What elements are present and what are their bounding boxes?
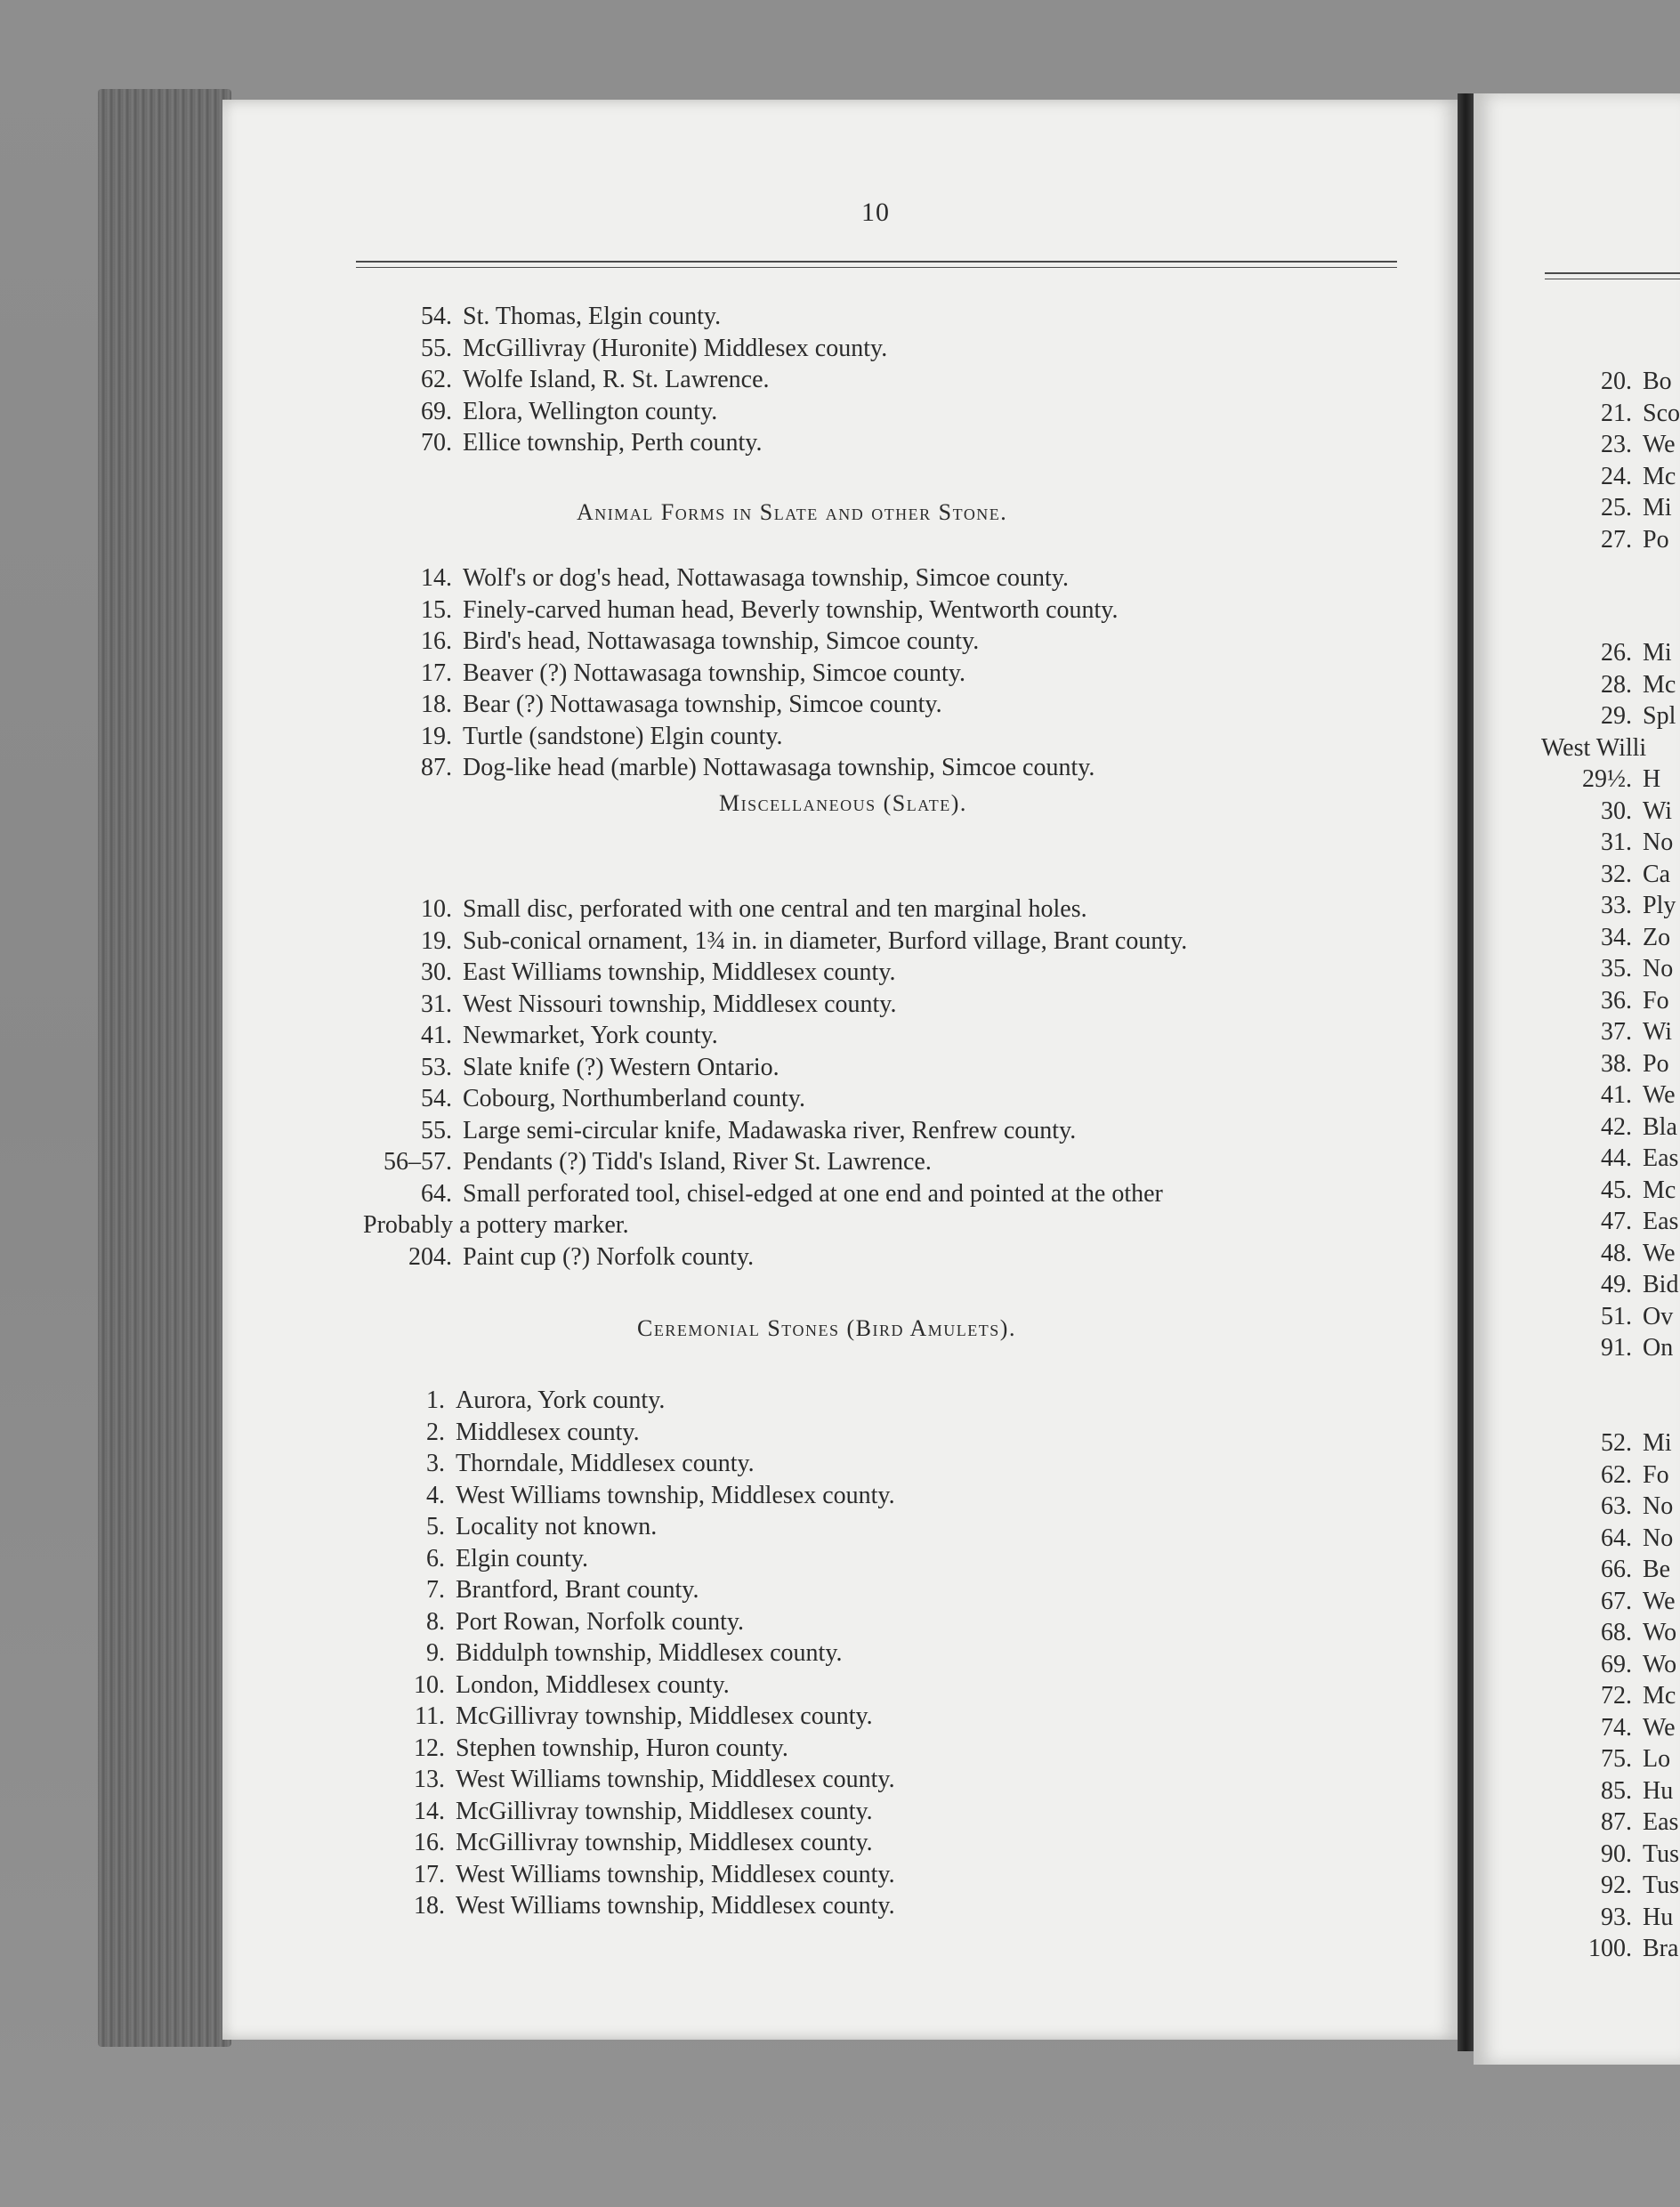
item-text: Small disc, perforated with one central and ten marginal holes.	[463, 895, 1087, 923]
item-text: Cobourg, Northumberland county.	[463, 1085, 805, 1112]
item-text: No	[1643, 955, 1674, 982]
right-list-item	[1564, 923, 1671, 951]
item-number: 90.	[1601, 1839, 1632, 1868]
item-text: Bid	[1643, 1271, 1679, 1298]
item-text: Mc	[1643, 462, 1676, 490]
item-number: 28.	[1601, 670, 1632, 699]
item-number: 100.	[1588, 1935, 1632, 1962]
item-text: Probably a pottery marker.	[363, 1211, 629, 1239]
right-list-item	[1564, 1049, 1669, 1078]
item-text: Ply	[1643, 892, 1676, 919]
item-text: We	[1643, 1081, 1676, 1109]
item-text: McGillivray township, Middlesex county.	[456, 1702, 873, 1730]
item-number: 66.	[1601, 1556, 1632, 1583]
item-text: Beaver (?) Nottawasaga township, Simcoe county.	[463, 659, 966, 687]
right-list-item	[1564, 670, 1676, 699]
item-number: 23.	[1601, 431, 1632, 458]
item-text: Sco	[1643, 399, 1680, 427]
item-number: 52.	[1601, 1429, 1632, 1457]
item-text: St. Thomas, Elgin county.	[463, 303, 722, 330]
item-number: 54.	[421, 303, 452, 330]
item-number: 92.	[1601, 1872, 1632, 1899]
item-text: No	[1643, 1492, 1674, 1520]
item-number: 35.	[1601, 955, 1632, 982]
item-text: Thorndale, Middlesex county.	[456, 1450, 755, 1477]
right-list-item	[1564, 1302, 1674, 1330]
right-list-item	[1564, 1336, 1673, 1361]
right-list-item	[1564, 767, 1660, 792]
item-text: West Williams township, Middlesex county.	[456, 1860, 895, 1888]
item-text: Mc	[1643, 1176, 1676, 1204]
item-text: West Williams township, Middlesex county.	[456, 1766, 895, 1793]
item-number: 2.	[426, 1418, 445, 1446]
item-number: 15.	[421, 595, 452, 624]
item-text: Slate knife (?) Western Ontario.	[463, 1053, 779, 1081]
right-list-item	[1564, 1460, 1669, 1489]
item-text: McGillivray township, Middlesex county.	[456, 1829, 873, 1856]
item-text: West Williams township, Middlesex county.	[456, 1481, 895, 1509]
right-list-item	[1564, 1209, 1678, 1234]
item-number: 9.	[426, 1639, 445, 1667]
item-number: 18.	[414, 1892, 445, 1920]
item-number: 10.	[421, 895, 452, 923]
item-number: 85.	[1601, 1776, 1632, 1805]
item-text: Hu	[1643, 1903, 1674, 1931]
item-text: Middlesex county.	[456, 1418, 640, 1446]
item-text: Pendants (?) Tidd's Island, River St. Lawrence.	[463, 1148, 932, 1176]
right-list-item	[1564, 1112, 1677, 1141]
item-number: 19.	[421, 926, 452, 955]
item-text: Tus	[1643, 1839, 1680, 1868]
item-text: No	[1643, 829, 1674, 856]
item-text: We	[1643, 1587, 1676, 1615]
item-text: Wo	[1643, 1650, 1677, 1678]
item-number: 31.	[1601, 829, 1632, 856]
item-text: Aurora, York county.	[456, 1386, 666, 1414]
item-text: West Nissouri township, Middlesex county.	[463, 990, 897, 1018]
item-text: Eas	[1643, 1208, 1679, 1235]
right-list-item	[1564, 1526, 1673, 1551]
item-text: We	[1643, 1239, 1676, 1267]
section-heading: Miscellaneous (Slate).	[719, 790, 967, 816]
item-number: 55.	[421, 334, 452, 362]
item-number: 3.	[426, 1450, 445, 1477]
item-text: Po	[1643, 525, 1669, 554]
item-number: 5.	[426, 1513, 445, 1540]
item-number: 55.	[421, 1116, 452, 1144]
item-text: Fo	[1643, 986, 1669, 1015]
right-list-item	[1564, 1083, 1676, 1108]
right-list-item	[1564, 1273, 1678, 1298]
item-number: 14.	[414, 1797, 445, 1825]
item-text: Port Rowan, Norfolk county.	[456, 1607, 745, 1636]
right-list-item	[1564, 862, 1670, 887]
item-text: Locality not known.	[456, 1513, 658, 1540]
item-number: 4.	[426, 1481, 445, 1509]
item-text: Bear (?) Nottawasaga township, Simcoe county.	[463, 691, 942, 718]
item-number: 64.	[1601, 1524, 1632, 1552]
item-text: Elora, Wellington county.	[463, 397, 718, 425]
item-number: 69.	[1601, 1650, 1632, 1678]
right-list-item	[1564, 525, 1669, 554]
item-text: Lo	[1643, 1745, 1671, 1773]
item-text: Tus	[1643, 1872, 1680, 1899]
right-list-item	[1564, 1621, 1676, 1645]
item-number: 75.	[1601, 1745, 1632, 1773]
item-text: Dog-like head (marble) Nottawasaga township, Simcoe county.	[463, 754, 1095, 781]
right-list-item	[1564, 1905, 1673, 1930]
item-number: 48.	[1601, 1239, 1632, 1267]
item-number: 24.	[1601, 462, 1632, 490]
item-number: 29.	[1601, 702, 1632, 730]
item-text: Bla	[1643, 1112, 1677, 1141]
item-number: 87.	[421, 754, 452, 781]
item-number: 17.	[421, 659, 452, 687]
item-number: 91.	[1601, 1334, 1632, 1362]
item-number: 63.	[1601, 1492, 1632, 1520]
item-number: 13.	[414, 1766, 445, 1793]
item-text: West Willi	[1541, 733, 1647, 762]
item-number: 93.	[1601, 1903, 1632, 1931]
page-number: 10	[861, 198, 890, 227]
item-text: Wolf's or dog's head, Nottawasaga township, Simcoe county.	[463, 564, 1070, 592]
item-text: Mc	[1643, 670, 1676, 699]
item-number: 27.	[1601, 525, 1632, 554]
item-number: 34.	[1601, 923, 1632, 951]
right-list-item	[1564, 1020, 1672, 1045]
item-number: 10.	[414, 1670, 445, 1699]
item-text: On	[1643, 1334, 1674, 1362]
item-text: East Williams township, Middlesex county.	[463, 958, 896, 986]
item-text: Elgin county.	[456, 1544, 589, 1572]
right-list-item	[1564, 641, 1672, 666]
right-list-item	[1564, 1589, 1676, 1614]
right-list-item	[1564, 796, 1673, 825]
item-number: 51.	[1601, 1302, 1632, 1330]
item-number: 33.	[1601, 892, 1632, 919]
right-list-item	[1564, 957, 1673, 982]
item-text: Wi	[1643, 796, 1673, 825]
right-list-item	[1564, 1178, 1676, 1203]
item-number: 41.	[1601, 1081, 1632, 1109]
item-text: Mi	[1643, 494, 1672, 521]
section-heading: Ceremonial Stones (Bird Amulets).	[637, 1315, 1016, 1341]
item-text: Hu	[1643, 1776, 1674, 1805]
item-number: 19.	[421, 722, 452, 750]
right-list-item	[1564, 401, 1680, 426]
item-number: 62.	[1601, 1460, 1632, 1489]
item-text: No	[1643, 1524, 1674, 1552]
item-number: 36.	[1601, 986, 1632, 1015]
right-list-item	[1564, 1241, 1676, 1266]
item-number: 8.	[426, 1607, 445, 1636]
right-list-item	[1564, 1431, 1672, 1456]
right-list-item	[1564, 830, 1673, 855]
item-text: Paint cup (?) Norfolk county.	[463, 1242, 755, 1271]
right-list-item	[1564, 1776, 1674, 1805]
right-list-item	[1564, 1873, 1679, 1898]
item-number: 72.	[1601, 1682, 1632, 1710]
item-number: 38.	[1601, 1049, 1632, 1078]
item-text: Bra	[1643, 1935, 1679, 1962]
item-text: McGillivray township, Middlesex county.	[456, 1797, 873, 1825]
item-number: 17.	[414, 1860, 445, 1888]
item-number: 69.	[421, 397, 452, 425]
item-number: 53.	[421, 1053, 452, 1081]
item-number: 87.	[1601, 1808, 1632, 1836]
item-number: 30.	[1601, 796, 1632, 825]
item-number: 14.	[421, 564, 452, 592]
right-list-item	[1541, 733, 1647, 762]
item-number: 29½.	[1582, 765, 1632, 793]
right-list-item	[1564, 462, 1676, 490]
item-number: 49.	[1601, 1271, 1632, 1298]
item-text: Sub-conical ornament, 1¾ in. in diameter, Burford village, Brant county.	[463, 926, 1188, 955]
item-text: Be	[1643, 1556, 1671, 1583]
item-number: 12.	[414, 1734, 445, 1762]
item-text: Spl	[1643, 702, 1676, 730]
item-text: Mi	[1643, 639, 1672, 667]
item-text: Large semi-circular knife, Madawaska river, Renfrew county.	[463, 1116, 1077, 1144]
item-number: 11.	[415, 1702, 445, 1730]
item-number: 70.	[421, 429, 452, 457]
item-number: 45.	[1601, 1176, 1632, 1204]
item-number: 25.	[1601, 494, 1632, 521]
item-text: Wo	[1643, 1619, 1677, 1646]
right-list-item	[1564, 1146, 1678, 1171]
item-text: Wolfe Island, R. St. Lawrence.	[463, 366, 770, 393]
item-text: Ov	[1643, 1302, 1674, 1330]
item-number: 44.	[1601, 1144, 1632, 1172]
right-list-item	[1564, 1494, 1673, 1519]
right-list-item	[1564, 433, 1676, 457]
item-text: Po	[1643, 1049, 1669, 1078]
item-text: Brantford, Brant county.	[456, 1576, 699, 1604]
right-list-item	[1564, 704, 1676, 729]
item-number: 18.	[421, 691, 452, 718]
item-text: Ellice township, Perth county.	[463, 429, 763, 457]
item-number: 67.	[1601, 1587, 1632, 1615]
item-text: McGillivray (Huronite) Middlesex county.	[463, 334, 888, 362]
right-list-item	[1564, 1650, 1677, 1678]
item-text: Wi	[1643, 1018, 1673, 1046]
item-number: 31.	[421, 990, 452, 1018]
item-text: Fo	[1643, 1460, 1669, 1489]
item-text: Bo	[1643, 368, 1672, 395]
right-list-item	[1564, 496, 1672, 521]
item-text: Small perforated tool, chisel-edged at one end and pointed at the other	[463, 1179, 1163, 1208]
item-text: Mi	[1643, 1429, 1672, 1457]
item-number: 47.	[1601, 1208, 1632, 1235]
item-text: London, Middlesex county.	[456, 1670, 730, 1699]
item-text: H	[1643, 765, 1661, 793]
item-number: 20.	[1601, 368, 1632, 395]
item-number: 21.	[1601, 399, 1632, 427]
item-number: 54.	[421, 1085, 452, 1112]
right-list-item	[1564, 1684, 1676, 1709]
right-list-item	[1564, 1557, 1670, 1582]
right-list-item	[1564, 369, 1672, 394]
item-number: 56–57.	[384, 1148, 452, 1176]
item-number: 204.	[408, 1242, 452, 1271]
item-number: 37.	[1601, 1018, 1632, 1046]
item-number: 6.	[426, 1544, 445, 1572]
item-text: Finely-carved human head, Beverly township, Wentworth county.	[463, 595, 1119, 624]
item-number: 41.	[421, 1022, 452, 1049]
right-list-item	[1564, 1839, 1680, 1868]
item-text: Biddulph township, Middlesex county.	[456, 1639, 843, 1667]
right-list-item	[1564, 986, 1669, 1015]
item-number: 26.	[1601, 639, 1632, 667]
right-list-item	[1564, 893, 1676, 918]
right-list-item	[1564, 1713, 1676, 1742]
right-list-item	[1564, 1810, 1678, 1835]
item-text: Zo	[1643, 923, 1671, 951]
item-text: Stephen township, Huron county.	[456, 1734, 788, 1762]
item-number: 16.	[414, 1829, 445, 1856]
item-number: 1.	[426, 1386, 445, 1414]
right-list-item	[1564, 1936, 1678, 1961]
item-text: Ca	[1643, 860, 1671, 888]
item-text: Mc	[1643, 1682, 1676, 1710]
item-text: West Williams township, Middlesex county.	[456, 1892, 895, 1920]
item-number: 42.	[1601, 1112, 1632, 1141]
item-number: 7.	[426, 1576, 445, 1604]
item-text: Newmarket, York county.	[463, 1022, 718, 1049]
item-number: 74.	[1601, 1713, 1632, 1742]
item-number: 30.	[421, 958, 452, 986]
item-number: 16.	[421, 627, 452, 655]
section-heading: Animal Forms in Slate and other Stone.	[577, 499, 1008, 525]
item-text: Eas	[1643, 1144, 1679, 1172]
item-text: We	[1643, 1713, 1676, 1742]
right-list-item	[1564, 1747, 1670, 1772]
item-text: Eas	[1643, 1808, 1679, 1836]
item-number: 62.	[421, 366, 452, 393]
item-number: 68.	[1601, 1619, 1632, 1646]
item-number: 64.	[421, 1179, 452, 1208]
item-text: Bird's head, Nottawasaga township, Simcoe county.	[463, 627, 980, 655]
item-text: Turtle (sandstone) Elgin county.	[463, 722, 783, 750]
item-text: We	[1643, 431, 1676, 458]
item-number: 32.	[1601, 860, 1632, 888]
